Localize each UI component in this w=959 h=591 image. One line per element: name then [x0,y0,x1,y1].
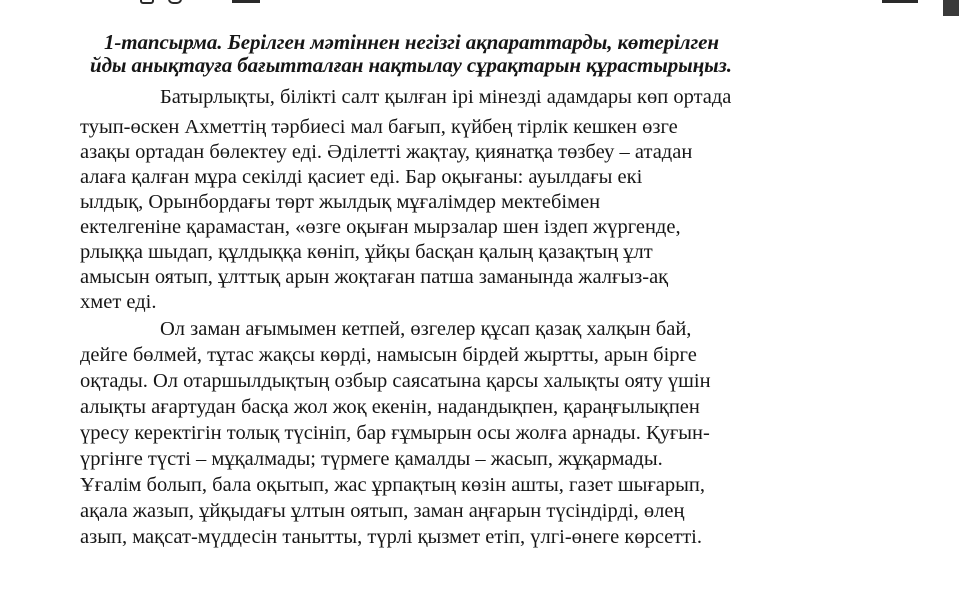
paragraph-1-line: туып-өскен Ахметтің тәрбиесі мал бағып, күйбең тірлік кешкен өзге [80,116,678,138]
task-heading-line-2: йды анықтауға бағытталған нақтылау сұрақтарын құрастырыңыз. [90,53,732,77]
paragraph-2-line: үресу керектігін толық түсініп, бар ғұмырын осы жолға арнады. Қуғын- [80,422,710,444]
paragraph-1-line: алаға қалған мұра секілді қасиет еді. Бар оқығаны: ауылдағы екі [80,166,643,188]
paragraph-1-line: азақы ортадан бөлектеу еді. Әділетті жақтау, қиянатқа төзбеу – атадан [80,141,693,163]
square-icon[interactable] [140,0,154,4]
top-toolbar-strip [0,0,959,7]
paragraph-2-line: алықты ағартудан басқа жол жоқ екенін, надандықпен, қараңғылықпен [80,396,700,418]
paragraph-2-line: Ол заман ағымымен кетпей, өзгелер құсап қазақ халқын бай, [160,318,692,340]
task-heading-line-1: 1-тапсырма. Берілген мәтіннен негізгі ақпараттарды, көтерілген [104,30,719,54]
paragraph-1-line: амысын оятып, ұлттық арын жоқтаған патша заманында жалғыз-ақ [80,266,669,288]
paragraph-2-line: ақала жазып, ұйқыдағы ұлтын оятып, заман аңғарын түсіндірді, өлең [80,500,685,522]
paragraph-1-line: Батырлықты, білікті салт қылған ірі мінезді адамдары көп ортада [160,86,732,108]
paragraph-1-line: рлыққа шыдап, құлдыққа көніп, ұйқы басқан қалың қазақтың ұлт [80,241,653,263]
toolbar-divider [232,0,260,3]
paragraph-1-line: ектелгеніне қарамастан, «өзге оқыған мырзалар шен іздеп жүргенде, [80,216,681,238]
window-corner [943,0,959,16]
paragraph-2-line: Ұғалім болып, бала оқытып, жас ұрпақтың көзін ашты, газет шығарып, [80,474,706,496]
paragraph-2-line: үргінге түсті – мұқалмады; түрмеге қамалды – жасып, жұқармады. [80,448,663,470]
circle-icon[interactable] [168,0,182,4]
paragraph-1-line: хмет еді. [80,291,157,313]
paragraph-1-line: ылдық, Орынбордағы төрт жылдық мұғалімдер мектебімен [80,191,601,213]
paragraph-2-line: азып, мақсат-мүддесін танытты, түрлі қызмет етіп, үлгі-өнеге көрсетті. [80,526,703,548]
toolbar-divider-right [882,0,918,3]
paragraph-2-line: оқтады. Ол отаршылдықтың озбыр саясатына қарсы халықты ояту үшін [80,370,711,392]
paragraph-2-line: дейге бөлмей, тұтас жақсы көрді, намысын бірдей жыртты, арын бірге [80,344,697,366]
